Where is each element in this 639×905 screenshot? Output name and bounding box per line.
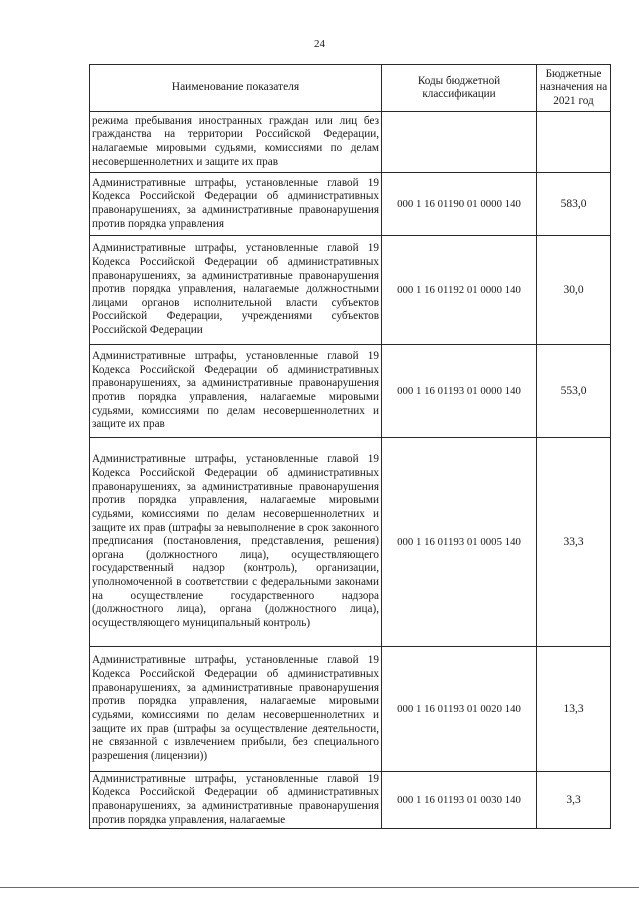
amount-cell: 3,3 [537,772,611,829]
budget-revenue-table [89,64,611,829]
amount-cell: 33,3 [537,438,611,647]
table-row [90,345,611,438]
amount-cell: 13,3 [537,647,611,772]
indicator-name-cell: Административные штрафы, установленные главой 19 Кодекса Российской Федерации об административных правонарушениях, за административные правонарушения против порядка управления, налагаемые мировыми судьями, комиссиями по делам несовершеннолетних и защите их прав [90,345,382,438]
header-indicator-name: Наименование показателя [90,65,382,112]
budget-code-cell [382,112,537,173]
table-header-row [90,65,611,112]
indicator-name-cell: Административные штрафы, установленные главой 19 Кодекса Российской Федерации об административных правонарушениях, за административные правонарушения против порядка управления, налагаемые [90,772,382,829]
budget-code-cell: 000 1 16 01192 01 0000 140 [382,236,537,345]
budget-code-cell: 000 1 16 01190 01 0000 140 [382,173,537,236]
budget-code-cell: 000 1 16 01193 01 0000 140 [382,345,537,438]
budget-code-cell: 000 1 16 01193 01 0005 140 [382,438,537,647]
budget-code-cell: 000 1 16 01193 01 0020 140 [382,647,537,772]
budget-code-cell: 000 1 16 01193 01 0030 140 [382,772,537,829]
table-row [90,438,611,647]
table-row [90,112,611,173]
scan-edge-line [0,887,639,888]
amount-cell: 583,0 [537,173,611,236]
table-row [90,236,611,345]
amount-cell: 553,0 [537,345,611,438]
table-row [90,173,611,236]
table-row [90,647,611,772]
table-row [90,772,611,829]
header-budget-amount-2021: Бюджетные назначения на 2021 год [537,65,611,112]
page-number: 24 [314,38,325,50]
indicator-name-cell: Административные штрафы, установленные главой 19 Кодекса Российской Федерации об административных правонарушениях, за административные правонарушения против порядка управления, налагаемые мировыми судьями, комиссиями по делам несовершеннолетних и защите их прав (штрафы за осуществление деятельности, не связанной с извлечением прибыли, без специального разрешения (лицензии)) [90,647,382,772]
header-budget-code: Коды бюджетной классификации [382,65,537,112]
indicator-name-cell: Административные штрафы, установленные главой 19 Кодекса Российской Федерации об административных правонарушениях, за административные правонарушения против порядка управления, налагаемые должностными лицами органов исполнительной власти субъектов Российской Федерации, учреждениями субъектов Российской Федерации [90,236,382,345]
amount-cell: 30,0 [537,236,611,345]
amount-cell [537,112,611,173]
indicator-name-cell: режима пребывания иностранных граждан или лиц без гражданства на территории Российской Федерации, налагаемые мировыми судьями, комиссиями по делам несовершеннолетних и защите их прав [90,112,382,173]
indicator-name-cell: Административные штрафы, установленные главой 19 Кодекса Российской Федерации об административных правонарушениях, за административные правонарушения против порядка управления, налагаемые мировыми судьями, комиссиями по делам несовершеннолетних и защите их прав (штрафы за невыполнение в срок законного предписания (постановления, представления, решения) органа (должностного лица), осуществляющего государственный надзор (контроль), организации, уполномоченной в соответствии с федеральными законами на осуществление государственного надзора (должностного лица), органа (должностного лица), осуществляющего муниципальный контроль) [90,438,382,647]
indicator-name-cell: Административные штрафы, установленные главой 19 Кодекса Российской Федерации об административных правонарушениях, за административные правонарушения против порядка управления [90,173,382,236]
